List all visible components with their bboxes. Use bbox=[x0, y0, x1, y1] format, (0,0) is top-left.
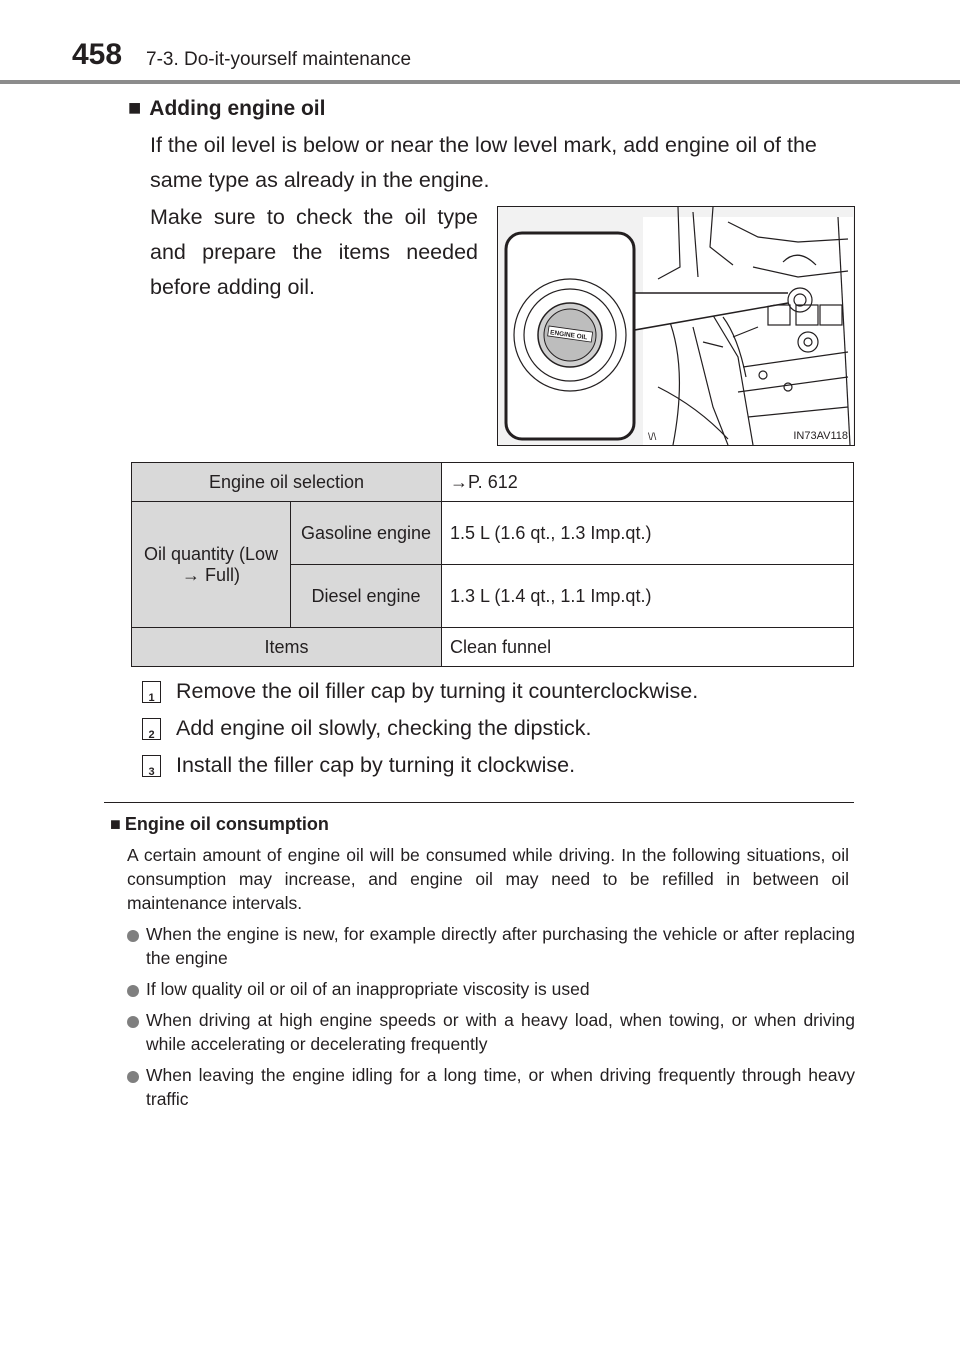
list-item-text: When the engine is new, for example directly after purchasing the vehicle or after replacing the engine bbox=[146, 924, 855, 968]
oil-filler-cap-illustration bbox=[497, 206, 855, 446]
consumption-paragraph: A certain amount of engine oil will be consumed while driving. In the following situations, oil consumption may increase, and engine oil may need to be refilled in between oil maintenance intervals. bbox=[127, 845, 849, 913]
table-value-cell: Clean funnel bbox=[442, 628, 854, 667]
step-item bbox=[142, 718, 842, 742]
cap-label: ENGINE OIL bbox=[549, 329, 588, 342]
engine-oil-spec-table bbox=[131, 462, 854, 667]
square-bullet-icon: ■ bbox=[110, 814, 121, 834]
table-value-cell: 1.3 L (1.4 qt., 1.1 Imp.qt.) bbox=[442, 565, 854, 628]
step-number-badge: 3 bbox=[142, 755, 161, 777]
list-item bbox=[127, 977, 855, 1001]
table-header-cell: Oil quantity (Low → Full) bbox=[132, 502, 291, 628]
table-header-cell: Diesel engine bbox=[291, 565, 442, 628]
section-title: Adding engine oil bbox=[149, 97, 326, 120]
illustration-id: IN73AV118 bbox=[793, 430, 848, 442]
step-text: Remove the oil filler cap by turning it counterclockwise. bbox=[176, 679, 699, 703]
step-text: Add engine oil slowly, checking the dipstick. bbox=[176, 716, 592, 740]
step-number-badge: 2 bbox=[142, 718, 161, 740]
round-bullet-icon bbox=[127, 1071, 139, 1083]
step-text: Install the filler cap by turning it clockwise. bbox=[176, 753, 576, 777]
table-row bbox=[132, 502, 854, 565]
engine-bay-drawing bbox=[498, 207, 854, 445]
page-number: 458 bbox=[72, 38, 123, 71]
list-item bbox=[127, 1008, 855, 1056]
list-item-text: When driving at high engine speeds or with a heavy load, when towing, or when driving while accelerating or decelerating frequently bbox=[146, 1010, 855, 1054]
intro-paragraph: If the oil level is below or near the low level mark, add engine oil of the same type as already in the engine. bbox=[150, 133, 817, 192]
round-bullet-icon bbox=[127, 985, 139, 997]
table-header-cell: Gasoline engine bbox=[291, 502, 442, 565]
table-value-cell: →P. 612 bbox=[442, 463, 854, 502]
header-divider bbox=[0, 80, 960, 84]
list-item-text: When leaving the engine idling for a long time, or when driving frequently through heavy traffic bbox=[146, 1065, 855, 1109]
table-header-cell: Engine oil selection bbox=[132, 463, 442, 502]
step-item bbox=[142, 755, 842, 779]
round-bullet-icon bbox=[127, 930, 139, 942]
round-bullet-icon bbox=[127, 1016, 139, 1028]
list-item bbox=[127, 1063, 855, 1111]
table-row bbox=[132, 628, 854, 667]
illustration-mark: \/\ bbox=[648, 432, 657, 443]
check-paragraph: Make sure to check the oil type and prepare the items needed before adding oil. bbox=[150, 205, 478, 299]
table-row bbox=[132, 463, 854, 502]
list-item bbox=[127, 922, 855, 970]
table-header-cell: Items bbox=[132, 628, 442, 667]
section-heading-oil-consumption bbox=[110, 814, 329, 835]
table-value-cell: 1.5 L (1.6 qt., 1.3 Imp.qt.) bbox=[442, 502, 854, 565]
square-bullet-icon: ■ bbox=[128, 95, 142, 120]
section-title: Engine oil consumption bbox=[124, 814, 329, 834]
list-item-text: If low quality oil or oil of an inappropriate viscosity is used bbox=[146, 979, 590, 999]
section-divider bbox=[104, 802, 854, 803]
step-number-badge: 1 bbox=[142, 681, 161, 703]
chapter-title: 7-3. Do-it-yourself maintenance bbox=[146, 49, 412, 70]
step-item bbox=[142, 681, 842, 705]
section-heading-adding-oil bbox=[128, 95, 325, 121]
